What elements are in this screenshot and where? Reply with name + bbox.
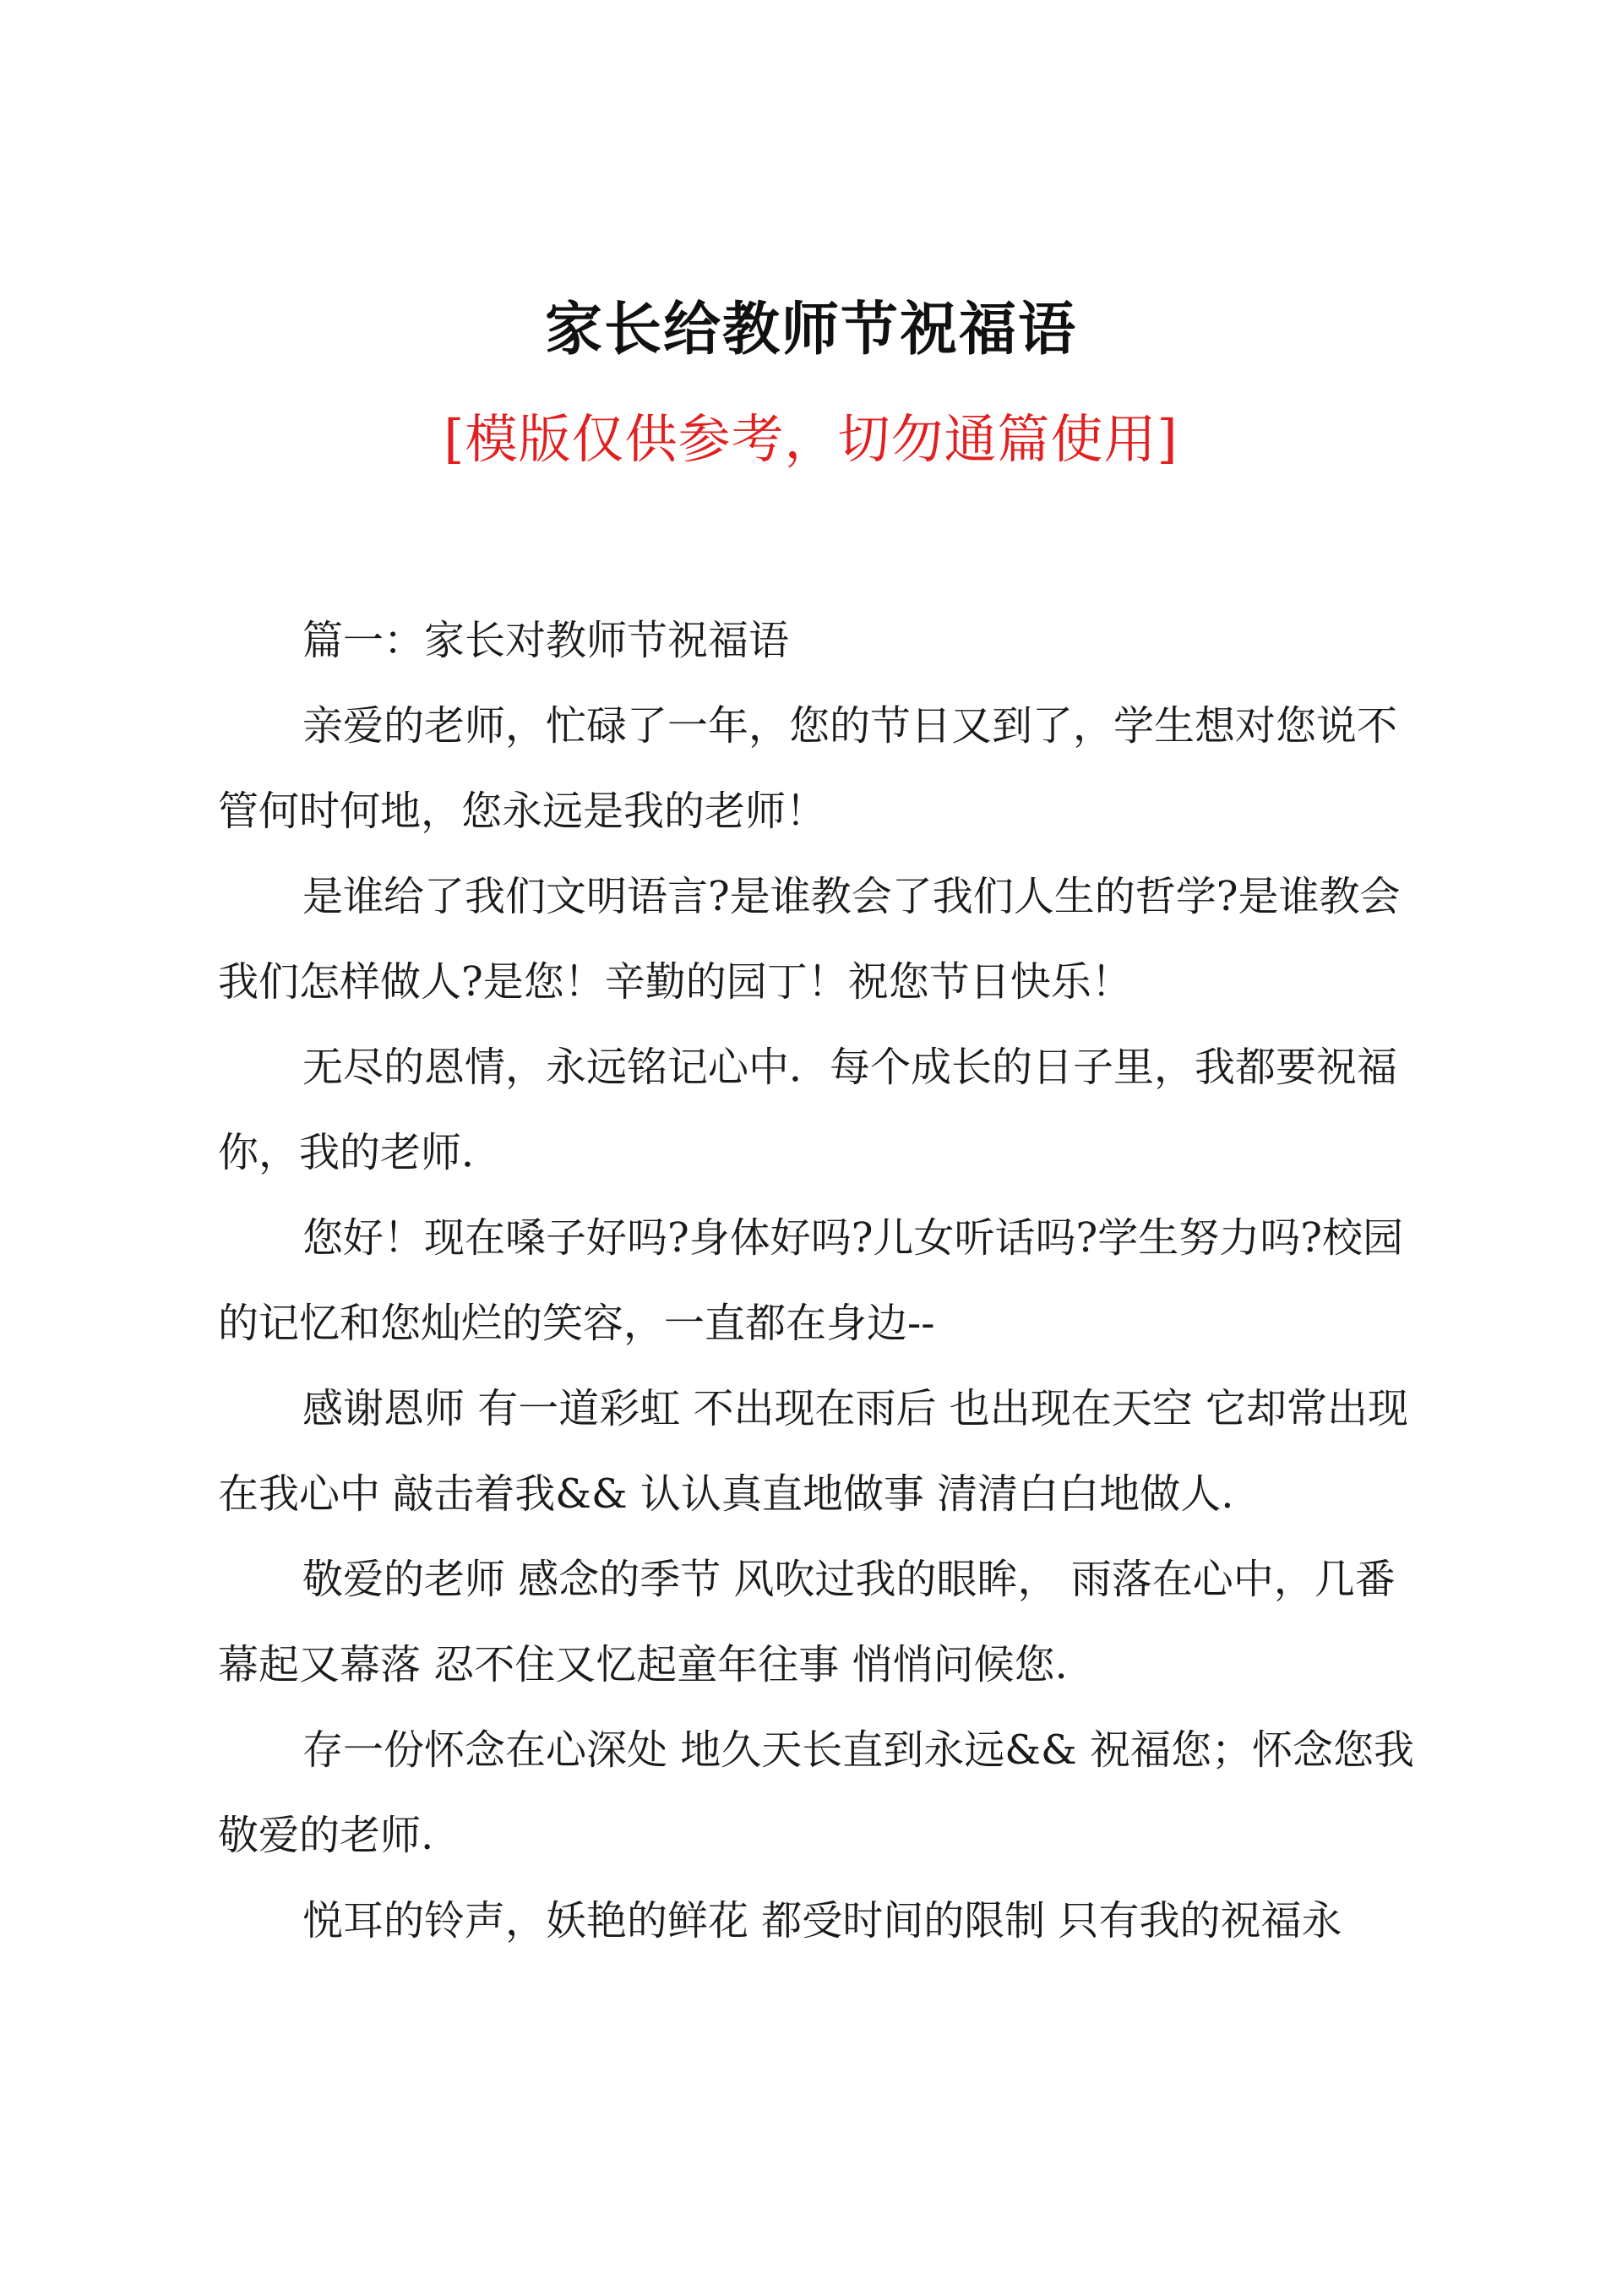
paragraph: 亲爱的老师，忙碌了一年，您的节日又到了，学生想对您说不管何时何地，您永远是我的老师！ bbox=[218, 702, 1398, 835]
document-body bbox=[218, 598, 1418, 1964]
paragraph: 无尽的恩情，永远铭记心中．每个成长的日子里，我都要祝福你，我的老师． bbox=[218, 1044, 1398, 1176]
paragraph: 敬爱的老师 感念的季节 风吹过我的眼眸， 雨落在心中，几番幕起又幕落 忍不住又忆起童年往事 悄悄问候您. bbox=[218, 1556, 1396, 1688]
paragraph: 存一份怀念在心深处 地久天长直到永远&& 祝福您；怀念您我敬爱的老师. bbox=[218, 1726, 1414, 1859]
document-title: 家长给教师节祝福语 bbox=[544, 296, 1077, 363]
paragraph: 是谁给了我们文明语言?是谁教会了我们人生的哲学?是谁教会我们怎样做人?是您！辛勤的园丁！祝您节日快乐！ bbox=[218, 873, 1401, 1006]
paragraph: 您好！现在嗓子好吗?身体好吗?儿女听话吗?学生努力吗?校园的记忆和您灿烂的笑容，一直都在身边-- bbox=[218, 1214, 1403, 1347]
paragraph: 感谢恩师 有一道彩虹 不出现在雨后 也出现在天空 它却常出现在我心中 敲击着我&& 认认真直地做事 清清白白地做人. bbox=[218, 1385, 1409, 1518]
template-notice: [模版仅供参考，切勿通篇使用] bbox=[444, 408, 1178, 470]
section-heading: 篇一：家长对教师节祝福语 bbox=[302, 617, 790, 664]
paragraph: 悦耳的铃声，妖艳的鲜花 都受时间的限制 只有我的祝福永 bbox=[302, 1897, 1342, 1944]
